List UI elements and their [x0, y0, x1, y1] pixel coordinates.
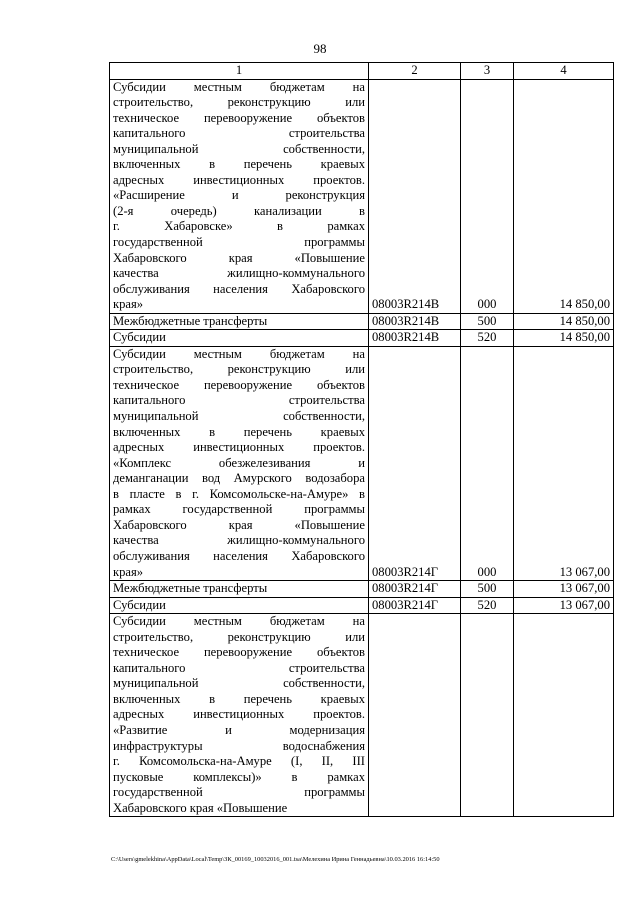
- column-header: 3: [461, 63, 514, 80]
- table-header-row: [110, 63, 614, 80]
- description-line: «Расширение и реконструкция: [113, 188, 365, 203]
- description-line: государственной программы: [113, 235, 365, 250]
- description-line: Субсидии: [113, 597, 166, 612]
- row-type: 000: [461, 346, 514, 580]
- description-line: качества жилищно-коммунального: [113, 533, 365, 548]
- description-line: Хабаровского края «Повышение: [113, 250, 365, 265]
- description-line: г. Комсомольска-на-Амуре (I, II, III: [113, 754, 365, 769]
- row-code: 08003R214Г: [369, 346, 461, 580]
- description-line: обслуживания населения Хабаровского: [113, 548, 365, 563]
- column-header: 1: [110, 63, 369, 80]
- row-amount: 14 850,00: [514, 330, 614, 347]
- description-line: рамках государственной программы: [113, 502, 365, 517]
- description-line: пусковые комплексы)» в рамках: [113, 769, 365, 784]
- table-row: [110, 313, 614, 330]
- description-line: «Развитие и модернизация: [113, 722, 365, 737]
- description-line: строительство, реконструкцию или: [113, 95, 365, 110]
- row-code: 08003R214В: [369, 330, 461, 347]
- row-type: 000: [461, 79, 514, 313]
- description-line: техническое перевооружение объектов: [113, 110, 365, 125]
- description-line: капитального строительства: [113, 393, 365, 408]
- description-line: Субсидии: [113, 330, 166, 345]
- row-code: 08003R214В: [369, 79, 461, 313]
- row-amount: [514, 614, 614, 817]
- row-type: 520: [461, 330, 514, 347]
- row-amount: 13 067,00: [514, 346, 614, 580]
- row-amount: 13 067,00: [514, 597, 614, 614]
- description-line: включенных в перечень краевых: [113, 157, 365, 172]
- description-line: г. Хабаровске» в рамках: [113, 219, 365, 234]
- row-amount: 14 850,00: [514, 79, 614, 313]
- description-line: Хабаровского края «Повышение: [113, 800, 288, 815]
- footer-file-path: C:\Users\gmelekhina\AppData\Local\Temp\ЗК_00169_10032016_001.tsa\Мелехина Ирина Геннадьевна\10.03.2016 16:14:50: [111, 856, 440, 863]
- row-code: 08003R214В: [369, 313, 461, 330]
- description-line: Субсидии местным бюджетам на: [113, 79, 365, 94]
- description-line: Субсидии местным бюджетам на: [113, 614, 365, 629]
- description-line: капитального строительства: [113, 660, 365, 675]
- description-line: включенных в перечень краевых: [113, 691, 365, 706]
- table-row: [110, 597, 614, 614]
- row-description: [110, 346, 369, 580]
- column-header: 4: [514, 63, 614, 80]
- table-row: [110, 79, 614, 313]
- description-line: техническое перевооружение объектов: [113, 645, 365, 660]
- description-line: включенных в перечень краевых: [113, 424, 365, 439]
- description-line: адресных инвестиционных проектов.: [113, 440, 365, 455]
- description-line: в пласте в г. Комсомольске-на-Амуре» в: [113, 486, 365, 501]
- row-type: 520: [461, 597, 514, 614]
- description-line: техническое перевооружение объектов: [113, 377, 365, 392]
- description-line: строительство, реконструкцию или: [113, 362, 365, 377]
- description-line: муниципальной собственности,: [113, 676, 365, 691]
- table-row: [110, 346, 614, 580]
- description-line: обслуживания населения Хабаровского: [113, 281, 365, 296]
- description-line: (2-я очередь) канализации в: [113, 203, 365, 218]
- row-code: [369, 614, 461, 817]
- row-description: [110, 79, 369, 313]
- description-line: «Комплекс обезжелезивания и: [113, 455, 365, 470]
- table-row: [110, 581, 614, 598]
- description-line: муниципальной собственности,: [113, 409, 365, 424]
- column-header: 2: [369, 63, 461, 80]
- page-number: 98: [313, 41, 327, 56]
- description-line: адресных инвестиционных проектов.: [113, 707, 365, 722]
- description-line: капитального строительства: [113, 126, 365, 141]
- description-line: муниципальной собственности,: [113, 141, 365, 156]
- table-row: [110, 614, 614, 817]
- row-description: [110, 330, 369, 347]
- row-description: [110, 597, 369, 614]
- row-amount: 14 850,00: [514, 313, 614, 330]
- row-code: 08003R214Г: [369, 581, 461, 598]
- description-line: Хабаровского края «Повышение: [113, 517, 365, 532]
- row-description: [110, 614, 369, 817]
- row-code: 08003R214Г: [369, 597, 461, 614]
- row-amount: 13 067,00: [514, 581, 614, 598]
- description-line: государственной программы: [113, 785, 365, 800]
- description-line: Субсидии местным бюджетам на: [113, 346, 365, 361]
- row-type: [461, 614, 514, 817]
- description-line: края»: [113, 564, 144, 579]
- description-line: адресных инвестиционных проектов.: [113, 172, 365, 187]
- row-description: [110, 581, 369, 598]
- table-row: [110, 330, 614, 347]
- budget-table: [109, 62, 614, 817]
- description-line: края»: [113, 297, 144, 312]
- description-line: строительство, реконструкцию или: [113, 629, 365, 644]
- row-description: [110, 313, 369, 330]
- description-line: инфраструктуры водоснабжения: [113, 738, 365, 753]
- description-line: деманганации вод Амурского водозабора: [113, 471, 365, 486]
- row-type: 500: [461, 313, 514, 330]
- row-type: 500: [461, 581, 514, 598]
- description-line: Межбюджетные трансферты: [113, 581, 268, 596]
- description-line: Межбюджетные трансферты: [113, 313, 268, 328]
- description-line: качества жилищно-коммунального: [113, 266, 365, 281]
